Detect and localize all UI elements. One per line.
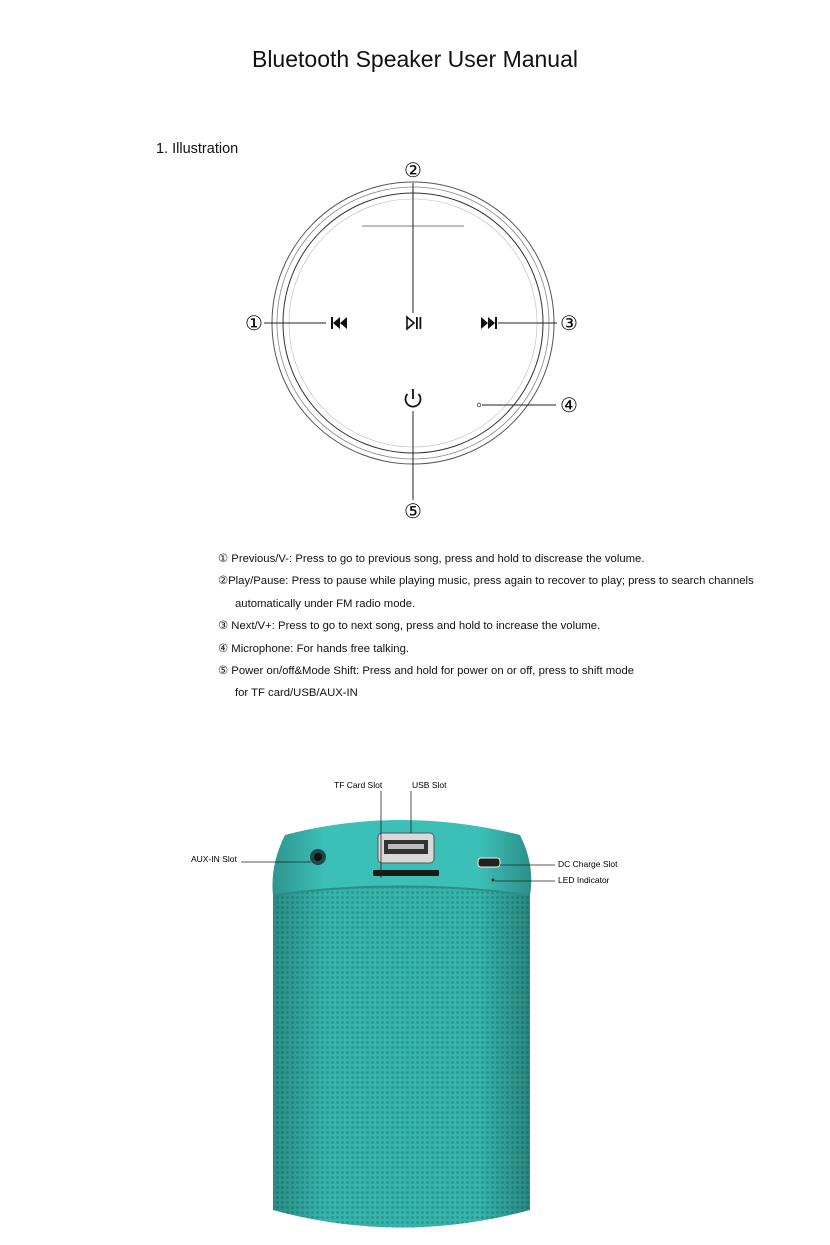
led-indicator (492, 879, 495, 882)
section-heading: 1. Illustration (156, 141, 239, 157)
description-marker: ③ (218, 620, 229, 633)
usb-port (378, 833, 434, 863)
description-text: Power on/off&Mode Shift: Press and hold for power on or off, press to shift mode (231, 665, 635, 678)
marker-3: ③ (560, 311, 578, 335)
description-item (218, 660, 818, 682)
speaker-photo (185, 770, 645, 1240)
description-item (218, 548, 818, 570)
previous-icon[interactable] (331, 317, 347, 329)
description-item (218, 615, 818, 637)
play-pause-icon[interactable] (407, 317, 421, 329)
next-icon[interactable] (481, 317, 497, 329)
description-marker: ② (218, 575, 229, 588)
label-aux-in-slot: AUX-IN Slot (191, 854, 237, 864)
description-marker: ① (218, 553, 229, 565)
description-continuation: for TF card/USB/AUX-IN (235, 687, 358, 700)
marker-5: ⑤ (404, 499, 422, 523)
description-item (218, 638, 818, 660)
marker-1: ① (245, 311, 263, 335)
speaker-body (273, 887, 530, 1228)
marker-4: ④ (560, 393, 578, 417)
dc-charge-port (478, 858, 500, 867)
marker-2: ② (404, 158, 422, 182)
description-item (218, 570, 818, 592)
label-dc-charge-slot: DC Charge Slot (558, 859, 618, 869)
description-text: Next/V+: Press to go to next song, press and hold to increase the volume. (231, 620, 601, 633)
description-marker: ⑤ (218, 665, 229, 678)
power-icon[interactable] (406, 389, 421, 407)
label-tf-card-slot: TF Card Slot (334, 780, 383, 790)
label-usb-slot: USB Slot (412, 780, 447, 790)
button-descriptions (218, 548, 818, 705)
description-text: Play/Pause: Press to pause while playing music, press again to recover to play; press to search channels (228, 575, 754, 588)
tf-card-port (373, 870, 439, 876)
description-continuation: automatically under FM radio mode. (235, 597, 416, 610)
label-led-indicator: LED Indicator (558, 875, 610, 885)
description-text: Previous/V-: Press to go to previous song, press and hold to discrease the volume. (231, 553, 645, 565)
aux-in-hole (314, 853, 322, 861)
microphone-icon (477, 403, 481, 407)
speaker-top-diagram (230, 155, 590, 525)
description-text: Microphone: For hands free talking. (231, 642, 409, 655)
description-marker: ④ (218, 642, 229, 655)
page-title: Bluetooth Speaker User Manual (251, 46, 579, 72)
